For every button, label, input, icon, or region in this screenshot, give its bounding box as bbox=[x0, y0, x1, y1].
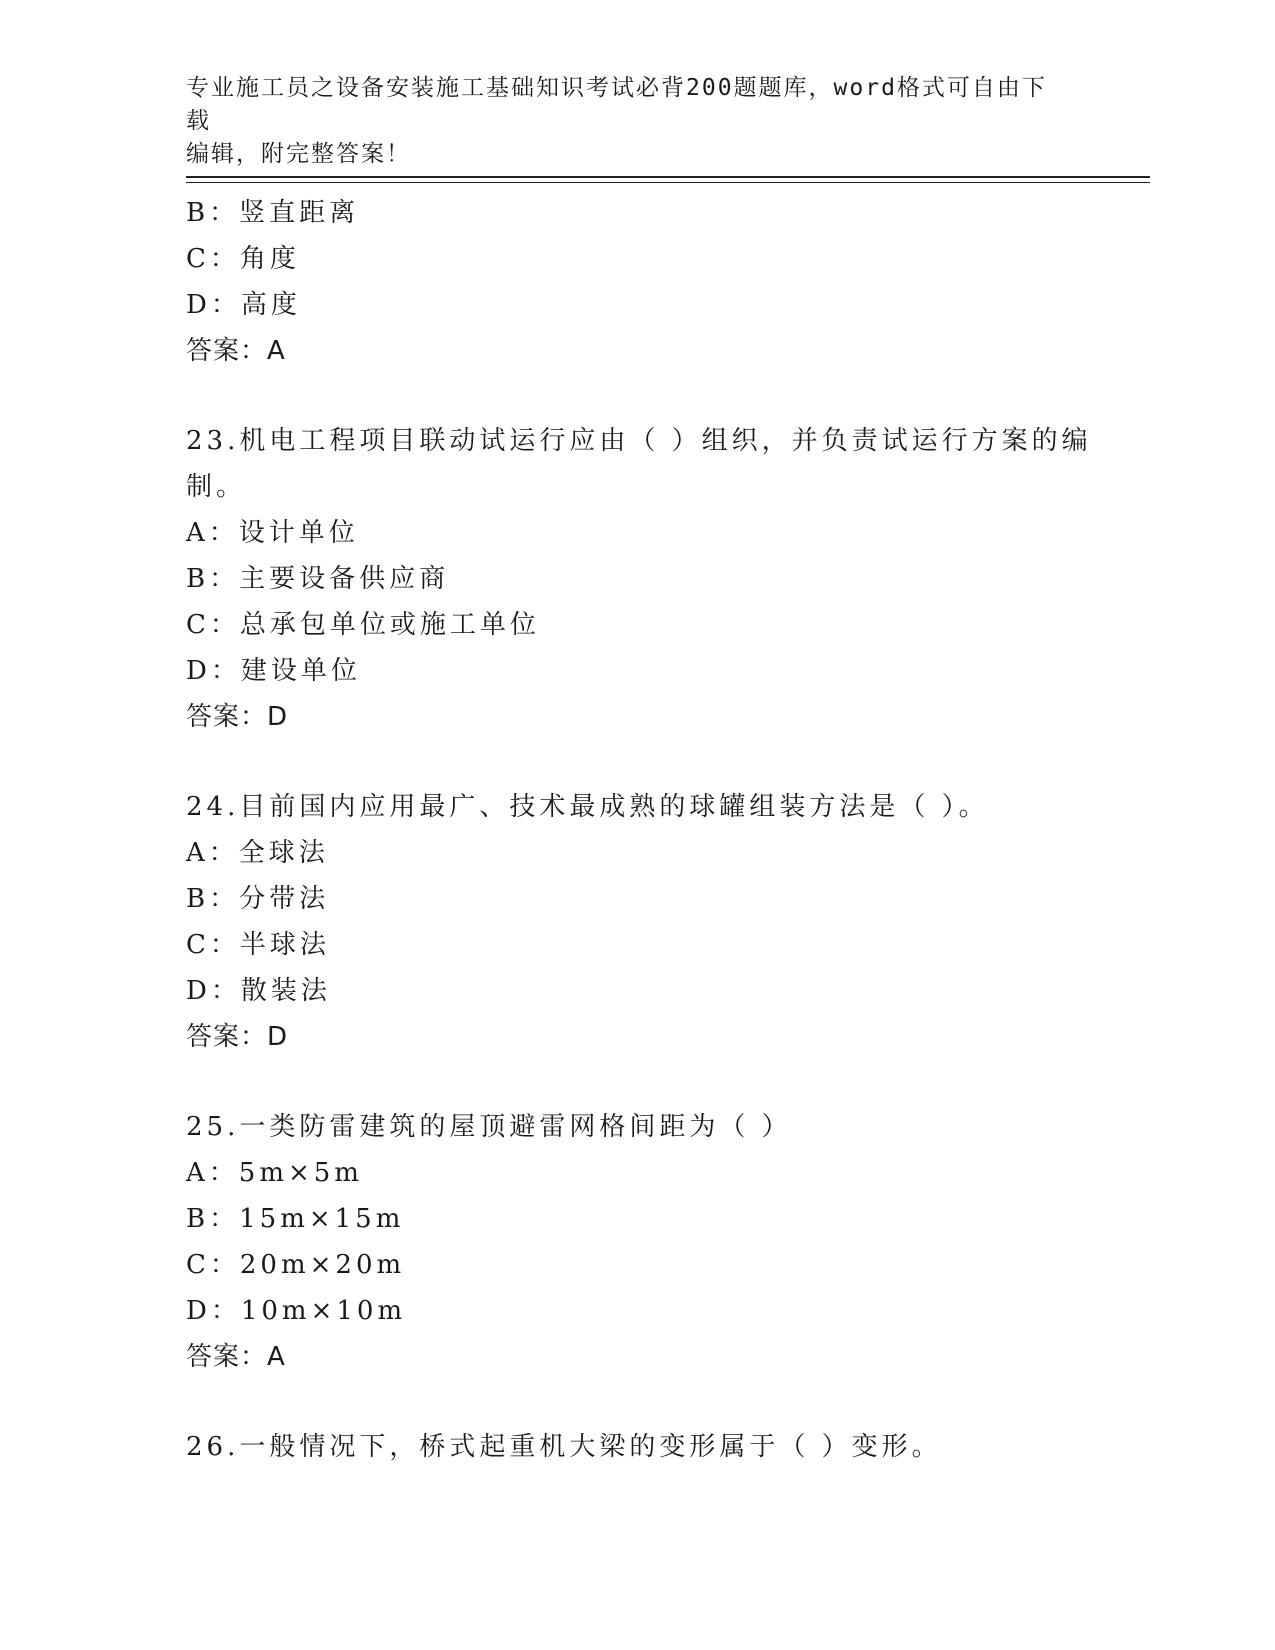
option-d: D：高度 bbox=[186, 290, 301, 320]
option-c: C：角度 bbox=[186, 244, 300, 274]
question-24 bbox=[186, 784, 1086, 1060]
answer: 答案：A bbox=[186, 336, 286, 366]
spacer bbox=[186, 374, 1086, 418]
option-d: D：建设单位 bbox=[186, 656, 361, 686]
answer: 答案：D bbox=[186, 1022, 289, 1052]
option-b: B：竖直距离 bbox=[186, 198, 360, 228]
question-25 bbox=[186, 1104, 1086, 1380]
option-a: A：设计单位 bbox=[186, 518, 359, 548]
question-stem: 24.目前国内应用最广、技术最成熟的球罐组装方法是（ ）。 bbox=[186, 792, 989, 822]
header-line-2: 编辑，附完整答案！ bbox=[186, 141, 411, 167]
question-22 bbox=[186, 190, 1086, 374]
question-23 bbox=[186, 418, 1092, 740]
question-stem: 23.机电工程项目联动试运行应由（ ）组织，并负责试运行方案的编 bbox=[186, 426, 1092, 456]
question-stem-continued: 制。 bbox=[186, 472, 247, 502]
header-rule-thin bbox=[186, 182, 1150, 183]
option-b: B：15m×15m bbox=[186, 1204, 405, 1234]
header-line-1: 专业施工员之设备安装施工基础知识考试必背200题题库，word格式可自由下载 bbox=[186, 75, 1047, 134]
option-b: B：主要设备供应商 bbox=[186, 564, 450, 594]
option-a: A：全球法 bbox=[186, 838, 329, 868]
spacer bbox=[186, 740, 1086, 784]
question-list bbox=[186, 190, 1092, 1470]
question-26 bbox=[186, 1424, 1086, 1470]
option-c: C：20m×20m bbox=[186, 1250, 406, 1280]
header-rule-thick bbox=[186, 176, 1150, 178]
answer: 答案：A bbox=[186, 1342, 286, 1372]
spacer bbox=[186, 1380, 1086, 1424]
option-c: C：总承包单位或施工单位 bbox=[186, 610, 540, 640]
question-stem: 26.一般情况下，桥式起重机大梁的变形属于（ ）变形。 bbox=[186, 1432, 942, 1462]
answer: 答案：D bbox=[186, 702, 289, 732]
option-a: A：5m×5m bbox=[186, 1158, 363, 1188]
document-header bbox=[186, 72, 1066, 171]
option-d: D：10m×10m bbox=[186, 1296, 407, 1326]
option-c: C：半球法 bbox=[186, 930, 330, 960]
option-b: B：分带法 bbox=[186, 884, 330, 914]
spacer bbox=[186, 1060, 1086, 1104]
option-d: D：散装法 bbox=[186, 976, 331, 1006]
question-stem: 25.一类防雷建筑的屋顶避雷网格间距为（ ） bbox=[186, 1112, 792, 1142]
